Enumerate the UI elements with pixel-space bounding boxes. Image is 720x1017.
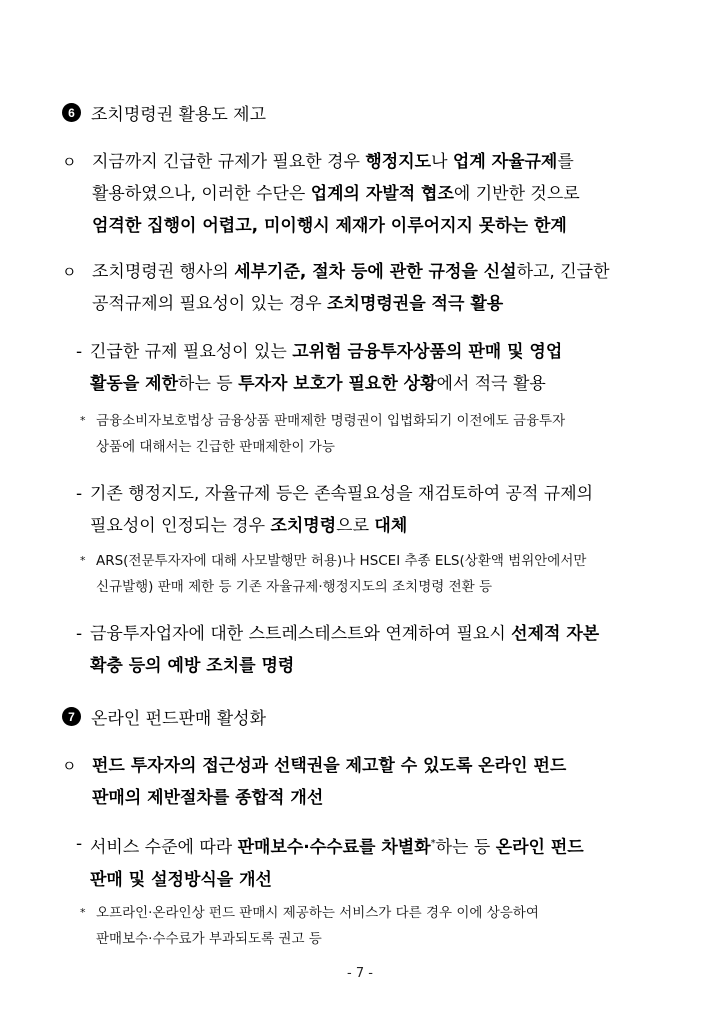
bold-text-run: 확충 등의 예방 조치를 명령 bbox=[90, 656, 295, 676]
bold-text-run: 업계의 자발적 협조 bbox=[310, 184, 454, 204]
dash-marker: - bbox=[76, 624, 83, 644]
asterisk-marker: * bbox=[80, 414, 86, 427]
footnote-line: 신규발행) 판매 제한 등 기존 자율규제·행정지도의 조치명령 전환 등 bbox=[96, 579, 492, 595]
paragraph-line bbox=[92, 256, 672, 288]
paragraph-line bbox=[90, 650, 672, 682]
asterisk-marker: * bbox=[80, 554, 86, 567]
footnote-line: 판매보수·수수료가 부과되도록 권고 등 bbox=[96, 931, 322, 947]
paragraph-line bbox=[90, 336, 672, 368]
section-heading-7 bbox=[62, 704, 266, 729]
section-number-badge: 6 bbox=[62, 103, 81, 122]
bold-text-run: 엄격한 집행이 어렵고, 미이행시 제재가 이루어지지 못하는 한계 bbox=[92, 216, 567, 236]
bold-text-run: 온라인 펀드 bbox=[495, 837, 584, 858]
bold-text-run: 투자자 보호가 필요한 상황 bbox=[238, 374, 437, 394]
paragraph-line bbox=[90, 828, 672, 864]
bold-text-run: 판매의 제반절차를 종합적 개선 bbox=[92, 788, 324, 808]
section-heading-6 bbox=[62, 100, 266, 125]
bold-text-run: 판매보수·수수료를 차별화 bbox=[237, 837, 431, 858]
text-run: 조치명령권 행사의 bbox=[92, 262, 235, 282]
paragraph-line bbox=[92, 750, 672, 782]
text-run: 하는 등 bbox=[178, 374, 239, 394]
text-run: 서비스 수준에 따라 bbox=[90, 837, 238, 858]
circle-bullet-marker: ㅇ bbox=[62, 757, 77, 775]
page-number: - 7 - bbox=[347, 966, 373, 981]
footnote-line: ARS(전문투자자에 대해 사모발행만 허용)나 HSCEI 추종 ELS(상환액 범위안에서만 bbox=[96, 553, 587, 569]
dash-marker: - bbox=[76, 834, 83, 854]
text-run: 금융투자업자에 대한 스트레스테스트와 연계하여 필요시 bbox=[90, 624, 512, 644]
paragraph-line bbox=[90, 864, 672, 896]
bold-text-run: 판매 및 설정방식을 개선 bbox=[90, 869, 272, 890]
bold-text-run: 펀드 투자자의 접근성과 선택권을 제고할 수 있도록 온라인 펀드 bbox=[92, 756, 567, 776]
paragraph-line bbox=[92, 782, 672, 814]
text-run: 나 bbox=[431, 152, 453, 172]
text-run: 활용하였으나, 이러한 수단은 bbox=[92, 184, 311, 204]
text-run: 공적규제의 필요성이 있는 경우 bbox=[92, 294, 328, 314]
text-run: 긴급한 규제 필요성이 있는 bbox=[90, 342, 293, 362]
circle-bullet-marker: ㅇ bbox=[62, 263, 77, 281]
footnote-line: 오프라인·온라인상 펀드 판매시 제공하는 서비스가 다른 경우 이에 상응하여 bbox=[96, 905, 539, 921]
text-run: 하는 등 bbox=[435, 837, 496, 858]
bold-text-run: 행정지도 bbox=[365, 152, 432, 172]
footnote-reference: * bbox=[430, 838, 436, 849]
section-number-badge: 7 bbox=[62, 707, 81, 726]
paragraph-line bbox=[92, 210, 672, 242]
paragraph-line bbox=[92, 288, 672, 320]
paragraph-line: 기존 행정지도, 자율규제 등은 존속필요성을 재검토하여 공적 규제의 bbox=[90, 484, 594, 504]
section-title: 조치명령권 활용도 제고 bbox=[91, 105, 267, 125]
paragraph-line bbox=[90, 368, 672, 400]
text-run: 에 기반한 것으로 bbox=[453, 184, 580, 204]
bold-text-run: 고위험 금융투자상품의 판매 및 영업 bbox=[292, 342, 563, 362]
footnote-line: 금융소비자보호법상 금융상품 판매제한 명령권이 입법화되기 이전에도 금융투자 bbox=[96, 413, 566, 429]
text-run: 에서 적극 활용 bbox=[436, 374, 546, 394]
circle-bullet-marker: ㅇ bbox=[62, 153, 77, 171]
bold-text-run: 대체 bbox=[374, 516, 408, 536]
paragraph-line bbox=[92, 146, 672, 178]
bold-text-run: 선제적 자본 bbox=[511, 624, 600, 644]
dash-marker: - bbox=[76, 484, 83, 504]
footnote-line: 상품에 대해서는 긴급한 판매제한이 가능 bbox=[96, 439, 335, 455]
paragraph-line bbox=[90, 618, 672, 650]
text-run: 필요성이 인정되는 경우 bbox=[90, 516, 271, 536]
bold-text-run: 조치명령권을 적극 활용 bbox=[327, 294, 504, 314]
bold-text-run: 조치명령 bbox=[270, 516, 337, 536]
bold-text-run: 업계 자율규제 bbox=[452, 152, 558, 172]
text-run: 지금까지 긴급한 규제가 필요한 경우 bbox=[92, 152, 366, 172]
text-run: 를 bbox=[557, 152, 574, 172]
bold-text-run: 활동을 제한 bbox=[90, 374, 179, 394]
asterisk-marker: * bbox=[80, 906, 86, 919]
text-run: 으로 bbox=[336, 516, 375, 536]
section-title: 온라인 펀드판매 활성화 bbox=[91, 709, 267, 729]
bold-text-run: 세부기준, 절차 등에 관한 규정을 신설 bbox=[234, 262, 517, 282]
paragraph-line bbox=[90, 510, 672, 542]
text-run: 하고, 긴급한 bbox=[516, 262, 610, 282]
dash-marker: - bbox=[76, 342, 83, 362]
paragraph-line bbox=[92, 178, 672, 210]
